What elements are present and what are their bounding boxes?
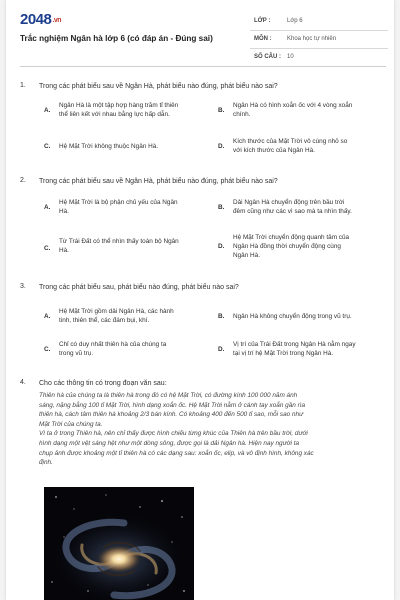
worksheet-header	[6, 0, 394, 64]
milky-way-image	[44, 487, 194, 600]
header-divider	[20, 66, 386, 67]
worksheet-title: Trắc nghiệm Ngân hà lớp 6 (có đáp án - Đúng sai)	[20, 34, 213, 43]
reading-passage: Thiên hà của chúng ta là thiên hà trong đó có hệ Mặt Trời, có đường kính 100 000 năm ánh sáng, nặng bằng 100 tỉ Mặt Trời, hình dạng xoắn ốc. Hệ Mặt Trời nằm ở cánh tay xoắn gần rìa thiên hà, cách tâm thiên hà khoảng 2/3 bán kính. Có khoảng 400 đến 500 tỉ sao, mỗi sao như Mặt Trời của chúng ta. Vì ta ở trong Thiên hà, nên chỉ thấy được hình chiếu từng khúc của Thiên hà trên bầu trời, dưới hình dạng một vệt sáng hệt như một dòng sông, được gọi là dải Ngân hà. Hiện nay người ta chụp ảnh được khoảng một tỉ thiên hà có các dạng sau: xoắn ốc, elip, và vô định hình, không xác định.	[39, 392, 314, 467]
meta-table	[250, 13, 388, 66]
site-logo[interactable]: $2048^{.vn}$	[20, 11, 61, 28]
meta-row-subject: MÔN : Khoa học tự nhiên	[250, 31, 388, 49]
worksheet-page: $2048^{.vn}$ Trắc nghiệm Ngân hà lớp 6 (có đáp án - Đúng sai) LỚP : Lớp 6 MÔN : Khoa học tự nhiên SỐ CÂU : 10 1. Trong các phát biểu sau về Ngân Hà, phát biểu nào đúng, phát biểu nào sai? A. Ngân Hà là một tập hợp hàng trăm tỉ thiên thể liên kết với nhau bằng lực hấp dẫn. B. Ngân Hà có hình xoắn ốc với 4 vòng xoắn chính. C. Hệ Mặt Trời không thuộc Ngân Hà. D. Kích thước của Mặt Trời vô cùng nhỏ so với kích thước của Ngân Hà. 2. Trong các phát biểu sau về Ngân Hà, phát biểu nào đúng, phát biểu nào sai? A. Hệ Mặt Trời là bộ phận chủ yếu của Ngân Hà. B. Dải Ngân Hà chuyển động trên bầu trời đêm cũng như các vì sao mà ta nhìn thấy. C. Từ Trái Đất có thể nhìn thấy toàn bộ Ngân Hà. D. Hệ Mặt Trời chuyển động quanh tâm của Ngân Hà đồng thời chuyển động cùng Ngân Hà. 3. Trong các phát biểu sau, phát biểu nào đúng, phát biểu nào sai? A. Hệ Mặt Trời gồm dải Ngân Hà, các hành tinh, thiên thể, các đám bụi, khí. B. Ngân Hà không chuyển động trong vũ trụ. C. Chỉ có duy nhất thiên hà của chúng ta trong vũ trụ. D. Vị trí của Trái Đất trong Ngân Hà nằm ngay tại vị trí hệ Mặt Trời trong Ngân Hà. 4. Cho các thông tin có trong đoạn văn sau: Thiên hà của chúng ta là thiên hà trong đó có hệ Mặt Trời, có đường kính 100 000 năm ánh sáng, nặng bằng 100 tỉ Mặt Trời, hình dạng xoắn ốc. Hệ Mặt Trời nằm ở cánh tay xoắn gần rìa thiên hà, cách tâm thiên hà khoảng 2/3 bán kính. Có khoảng 400 đến 500 tỉ sao, mỗi sao như Mặt Trời của chúng ta. Vì ta ở trong Thiên hà, nên chỉ thấy được hình chiếu từng khúc của Thiên hà trên bầu trời, dưới hình dạng một vệt sáng hệt như một dòng sông, được gọi là dải Ngân hà. Hiện nay người ta chụp ảnh được khoảng một tỉ thiên hà có các dạng sau: xoắn ốc, elip, và vô định hình, không xác định.	[6, 0, 394, 600]
galaxy-illustration	[44, 487, 194, 600]
meta-row-grade: LỚP : Lớp 6	[250, 13, 388, 31]
meta-row-count: SỐ CÂU : 10	[254, 54, 294, 60]
